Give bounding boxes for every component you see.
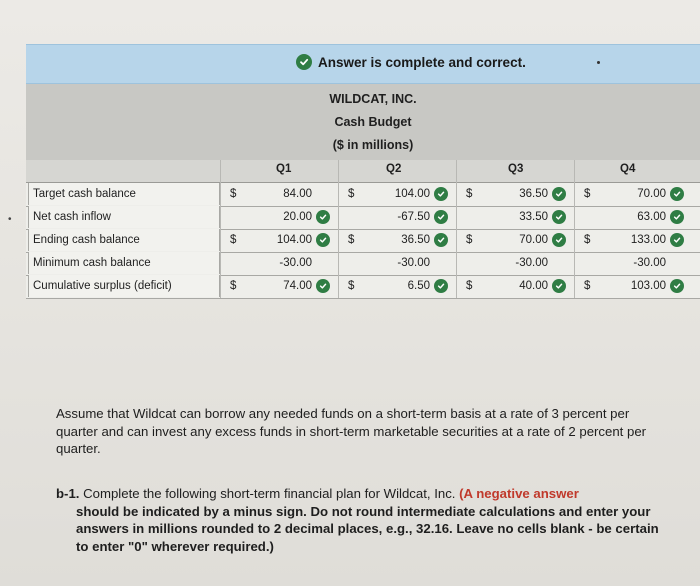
cell-value[interactable]: 36.50 [519, 188, 548, 200]
instruction-red-text: (A negative answer [459, 486, 579, 501]
table-row [26, 275, 700, 299]
dollar-sign: $ [584, 188, 591, 200]
dollar-sign: $ [466, 188, 473, 200]
answer-banner [26, 44, 700, 84]
banner-text: Answer is complete and correct. [318, 54, 526, 70]
dollar-sign: $ [230, 280, 237, 292]
cell-value[interactable]: 20.00 [283, 211, 312, 223]
cell-value[interactable]: 33.50 [519, 211, 548, 223]
table-title: WILDCAT, INC. [329, 92, 417, 106]
quarter-label: Q4 [620, 163, 636, 175]
cell-value[interactable]: 104.00 [394, 188, 430, 200]
table-row [26, 206, 700, 230]
instruction-block [56, 485, 666, 555]
dollar-sign: $ [584, 234, 591, 246]
cell-value[interactable]: -30.00 [279, 257, 312, 269]
cell-value[interactable]: 40.00 [519, 280, 548, 292]
cell-value[interactable]: -30.00 [515, 257, 548, 269]
correct-check-icon [316, 210, 330, 224]
dollar-sign: $ [230, 234, 237, 246]
cell-value[interactable]: 6.50 [407, 280, 430, 292]
dollar-sign: $ [348, 280, 355, 292]
cell-value[interactable]: 104.00 [276, 234, 312, 246]
table-row [26, 229, 700, 253]
cell-value[interactable]: 63.00 [637, 211, 666, 223]
dollar-sign: $ [348, 188, 355, 200]
dollar-sign: $ [466, 234, 473, 246]
instruction-bold-text: should be indicated by a minus sign. Do not round intermediate calculations and enter your answers in millions rounded to 2 decimal places, e.g., 32.16. Leave no cells blank - be certain to enter "0" wherever required.) [76, 503, 659, 554]
table-row [26, 252, 700, 276]
table-subtitle: Cash Budget [334, 115, 412, 129]
correct-check-icon [670, 233, 684, 247]
correct-check-icon [552, 210, 566, 224]
dot-marker [597, 61, 600, 64]
column-divider [220, 160, 221, 298]
correct-check-icon [434, 279, 448, 293]
cell-value[interactable]: 103.00 [630, 280, 666, 292]
row-label: Cumulative surplus (deficit) [28, 275, 220, 297]
row-label: Target cash balance [28, 183, 220, 205]
instruction-text: Complete the following short-term financial plan for Wildcat, Inc. [83, 486, 456, 501]
column-divider [456, 160, 457, 298]
table-header [26, 84, 700, 161]
table-row [26, 183, 700, 207]
correct-check-icon [552, 233, 566, 247]
quarter-label: Q3 [508, 163, 524, 175]
correct-check-icon [316, 279, 330, 293]
cell-value[interactable]: 36.50 [401, 234, 430, 246]
quarter-header-row [26, 160, 700, 183]
column-divider [338, 160, 339, 298]
row-label: Net cash inflow [28, 206, 220, 228]
cell-value[interactable]: 74.00 [283, 280, 312, 292]
correct-check-icon [670, 210, 684, 224]
cell-value[interactable]: 84.00 [283, 188, 312, 200]
column-divider [574, 160, 575, 298]
quarter-label: Q2 [386, 163, 402, 175]
cell-value[interactable]: 133.00 [630, 234, 666, 246]
cell-value[interactable]: -67.50 [397, 211, 430, 223]
problem-paragraph: Assume that Wildcat can borrow any needed funds on a short-term basis at a rate of 3 percent per quarter and can invest any excess funds in short-term marketable securities at a rate of 2 percent per quarter. [56, 406, 647, 456]
cash-budget-table [26, 84, 700, 298]
table-units: ($ in millions) [332, 138, 414, 152]
correct-check-icon [434, 187, 448, 201]
check-icon [296, 54, 312, 70]
quarter-label: Q1 [276, 163, 292, 175]
correct-check-icon [552, 187, 566, 201]
bullet-marker: • [8, 214, 12, 225]
part-label: b-1. [56, 486, 80, 501]
cell-value[interactable]: 70.00 [519, 234, 548, 246]
dollar-sign: $ [466, 280, 473, 292]
row-label: Minimum cash balance [28, 252, 220, 274]
dollar-sign: $ [348, 234, 355, 246]
correct-check-icon [552, 279, 566, 293]
dollar-sign: $ [230, 188, 237, 200]
correct-check-icon [434, 210, 448, 224]
correct-check-icon [316, 233, 330, 247]
cell-value[interactable]: 70.00 [637, 188, 666, 200]
correct-check-icon [670, 279, 684, 293]
dollar-sign: $ [584, 280, 591, 292]
cell-value[interactable]: -30.00 [397, 257, 430, 269]
correct-check-icon [434, 233, 448, 247]
correct-check-icon [670, 187, 684, 201]
row-label: Ending cash balance [28, 229, 220, 251]
cell-value[interactable]: -30.00 [633, 257, 666, 269]
